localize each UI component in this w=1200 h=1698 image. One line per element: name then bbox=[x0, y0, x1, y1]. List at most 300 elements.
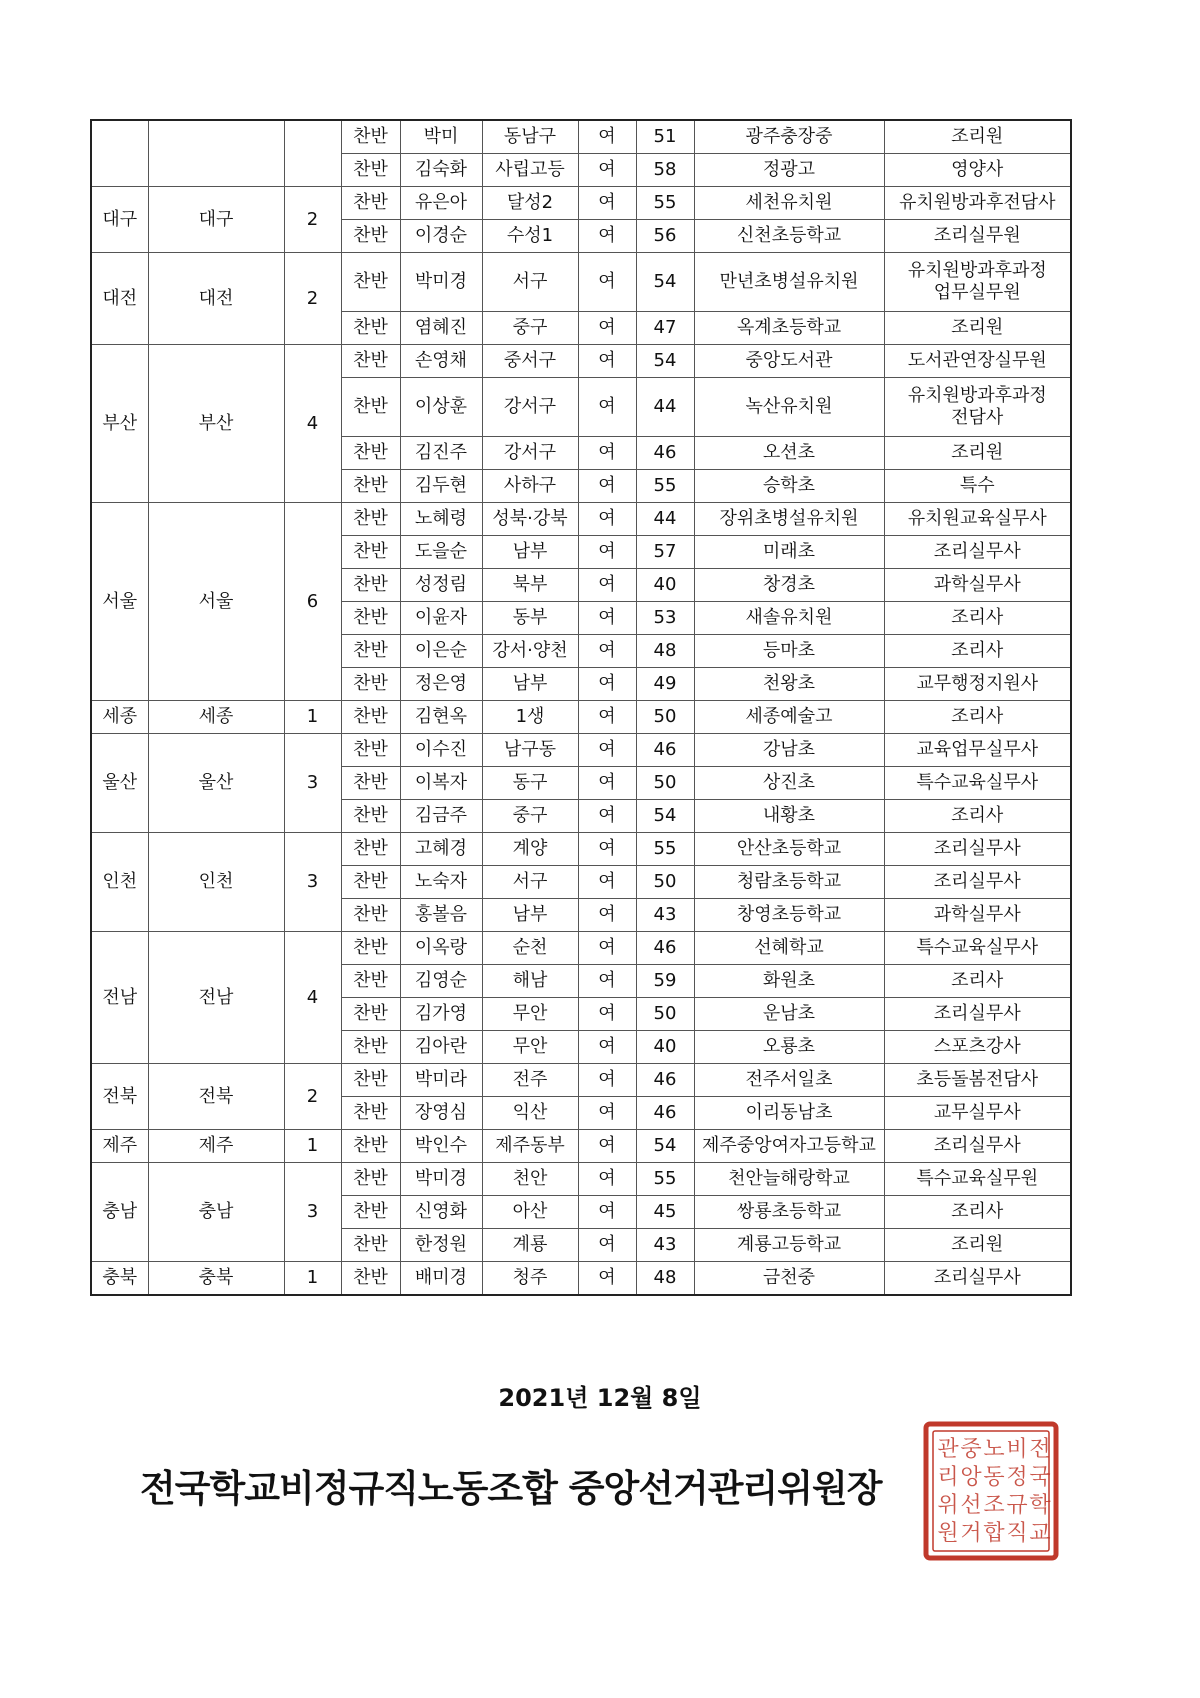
local-cell: 무안 bbox=[482, 998, 578, 1031]
school-cell: 중앙도서관 bbox=[694, 345, 884, 378]
job-cell bbox=[884, 187, 1071, 220]
type-cell: 찬반 bbox=[341, 1031, 400, 1064]
seal-glyph: 학 bbox=[1029, 1493, 1051, 1518]
local-cell: 동부 bbox=[482, 602, 578, 635]
local-cell: 제주동부 bbox=[482, 1130, 578, 1163]
table-row bbox=[91, 253, 1071, 312]
job-cell bbox=[884, 701, 1071, 734]
name-cell: 이상훈 bbox=[400, 378, 482, 437]
age-cell: 43 bbox=[636, 1229, 694, 1262]
seal-glyph: 원 bbox=[937, 1521, 959, 1546]
school-cell: 화원초 bbox=[694, 965, 884, 998]
local-cell: 청주 bbox=[482, 1262, 578, 1296]
gender-cell: 여 bbox=[578, 866, 636, 899]
local-cell: 아산 bbox=[482, 1196, 578, 1229]
job-cell bbox=[884, 1064, 1071, 1097]
table-row bbox=[91, 1262, 1071, 1296]
type-cell: 찬반 bbox=[341, 345, 400, 378]
job-cell bbox=[884, 965, 1071, 998]
school-cell: 새솔유치원 bbox=[694, 602, 884, 635]
school-cell: 안산초등학교 bbox=[694, 833, 884, 866]
age-cell: 57 bbox=[636, 536, 694, 569]
type-cell: 찬반 bbox=[341, 154, 400, 187]
branch-cell bbox=[148, 120, 284, 187]
job-cell bbox=[884, 602, 1071, 635]
region-cell: 울산 bbox=[91, 734, 148, 833]
job-line: 조리사 bbox=[951, 640, 1004, 661]
school-cell: 선혜학교 bbox=[694, 932, 884, 965]
name-cell: 김금주 bbox=[400, 800, 482, 833]
type-cell: 찬반 bbox=[341, 668, 400, 701]
count-cell: 3 bbox=[284, 734, 341, 833]
school-cell: 옥계초등학교 bbox=[694, 312, 884, 345]
local-cell: 강서구 bbox=[482, 437, 578, 470]
gender-cell: 여 bbox=[578, 569, 636, 602]
name-cell: 고혜경 bbox=[400, 833, 482, 866]
branch-cell: 세종 bbox=[148, 701, 284, 734]
job-line: 조리실무사 bbox=[933, 871, 1021, 892]
region-cell: 서울 bbox=[91, 503, 148, 701]
local-cell: 1생 bbox=[482, 701, 578, 734]
job-line: 특수교육실무사 bbox=[916, 772, 1039, 793]
job-line: 조리사 bbox=[951, 1201, 1004, 1222]
school-cell: 세천유치원 bbox=[694, 187, 884, 220]
school-cell: 오룡초 bbox=[694, 1031, 884, 1064]
job-line: 과학실무사 bbox=[933, 574, 1021, 595]
local-cell: 전주 bbox=[482, 1064, 578, 1097]
gender-cell: 여 bbox=[578, 668, 636, 701]
name-cell: 박미 bbox=[400, 120, 482, 154]
school-cell: 운남초 bbox=[694, 998, 884, 1031]
job-line: 조리실무원 bbox=[933, 225, 1021, 246]
school-cell: 이리동남초 bbox=[694, 1097, 884, 1130]
region-cell: 제주 bbox=[91, 1130, 148, 1163]
name-cell: 이수진 bbox=[400, 734, 482, 767]
local-cell: 계양 bbox=[482, 833, 578, 866]
job-line: 과학실무사 bbox=[933, 904, 1021, 925]
name-cell: 이윤자 bbox=[400, 602, 482, 635]
job-cell bbox=[884, 932, 1071, 965]
name-cell: 김아란 bbox=[400, 1031, 482, 1064]
job-line: 초등돌봄전담사 bbox=[916, 1069, 1039, 1090]
age-cell: 50 bbox=[636, 701, 694, 734]
job-line: 도서관연장실무원 bbox=[907, 350, 1047, 371]
age-cell: 47 bbox=[636, 312, 694, 345]
gender-cell: 여 bbox=[578, 899, 636, 932]
type-cell: 찬반 bbox=[341, 1130, 400, 1163]
type-cell: 찬반 bbox=[341, 701, 400, 734]
job-line: 조리실무사 bbox=[933, 1135, 1021, 1156]
school-cell: 쌍룡초등학교 bbox=[694, 1196, 884, 1229]
job-cell bbox=[884, 1262, 1071, 1296]
local-cell: 남부 bbox=[482, 899, 578, 932]
name-cell: 김현옥 bbox=[400, 701, 482, 734]
local-cell: 사하구 bbox=[482, 470, 578, 503]
seal-glyph: 규 bbox=[1006, 1493, 1028, 1518]
local-cell: 북부 bbox=[482, 569, 578, 602]
count-cell: 1 bbox=[284, 701, 341, 734]
seal-glyph: 정 bbox=[1006, 1465, 1028, 1490]
region-cell: 인천 bbox=[91, 833, 148, 932]
document-date: 2021년 12월 8일 bbox=[498, 1384, 702, 1412]
seal-glyph: 거 bbox=[960, 1521, 982, 1546]
type-cell: 찬반 bbox=[341, 437, 400, 470]
seal-glyph: 선 bbox=[960, 1493, 982, 1518]
gender-cell: 여 bbox=[578, 503, 636, 536]
age-cell: 55 bbox=[636, 470, 694, 503]
name-cell: 손영채 bbox=[400, 345, 482, 378]
type-cell: 찬반 bbox=[341, 536, 400, 569]
seal-glyph: 국 bbox=[1029, 1465, 1051, 1490]
job-line: 교육업무실무사 bbox=[916, 739, 1039, 760]
gender-cell: 여 bbox=[578, 1196, 636, 1229]
age-cell: 44 bbox=[636, 503, 694, 536]
branch-cell: 대전 bbox=[148, 253, 284, 345]
type-cell: 찬반 bbox=[341, 1163, 400, 1196]
age-cell: 55 bbox=[636, 833, 694, 866]
job-cell bbox=[884, 220, 1071, 253]
type-cell: 찬반 bbox=[341, 800, 400, 833]
seal-glyph: 중 bbox=[960, 1437, 982, 1462]
age-cell: 48 bbox=[636, 1262, 694, 1296]
job-cell bbox=[884, 899, 1071, 932]
local-cell: 달성2 bbox=[482, 187, 578, 220]
type-cell: 찬반 bbox=[341, 312, 400, 345]
count-cell: 2 bbox=[284, 187, 341, 253]
gender-cell: 여 bbox=[578, 536, 636, 569]
name-cell: 노혜령 bbox=[400, 503, 482, 536]
type-cell: 찬반 bbox=[341, 866, 400, 899]
type-cell: 찬반 bbox=[341, 1229, 400, 1262]
branch-cell: 제주 bbox=[148, 1130, 284, 1163]
age-cell: 51 bbox=[636, 120, 694, 154]
local-cell: 익산 bbox=[482, 1097, 578, 1130]
seal-glyph: 교 bbox=[1029, 1521, 1051, 1546]
name-cell: 홍볼음 bbox=[400, 899, 482, 932]
count-cell: 6 bbox=[284, 503, 341, 701]
school-cell: 천안늘해랑학교 bbox=[694, 1163, 884, 1196]
age-cell: 55 bbox=[636, 187, 694, 220]
job-cell bbox=[884, 1229, 1071, 1262]
gender-cell: 여 bbox=[578, 437, 636, 470]
seal-glyph: 관 bbox=[937, 1437, 959, 1462]
job-line: 조리실무사 bbox=[933, 541, 1021, 562]
table-row bbox=[91, 932, 1071, 965]
age-cell: 53 bbox=[636, 602, 694, 635]
job-line: 특수교육실무원 bbox=[916, 1168, 1039, 1189]
local-cell: 강서구 bbox=[482, 378, 578, 437]
job-cell bbox=[884, 998, 1071, 1031]
job-line: 업무실무원 bbox=[933, 282, 1021, 303]
job-line: 유치원방과후과정 bbox=[907, 260, 1047, 281]
name-cell: 김두현 bbox=[400, 470, 482, 503]
job-cell bbox=[884, 1031, 1071, 1064]
gender-cell: 여 bbox=[578, 470, 636, 503]
name-cell: 이옥랑 bbox=[400, 932, 482, 965]
job-cell bbox=[884, 536, 1071, 569]
age-cell: 50 bbox=[636, 866, 694, 899]
gender-cell: 여 bbox=[578, 767, 636, 800]
job-cell bbox=[884, 253, 1071, 312]
type-cell: 찬반 bbox=[341, 503, 400, 536]
age-cell: 58 bbox=[636, 154, 694, 187]
local-cell: 순천 bbox=[482, 932, 578, 965]
job-cell bbox=[884, 437, 1071, 470]
age-cell: 55 bbox=[636, 1163, 694, 1196]
name-cell: 노숙자 bbox=[400, 866, 482, 899]
gender-cell: 여 bbox=[578, 120, 636, 154]
school-cell: 광주충장중 bbox=[694, 120, 884, 154]
name-cell: 이복자 bbox=[400, 767, 482, 800]
gender-cell: 여 bbox=[578, 800, 636, 833]
table-row bbox=[91, 1163, 1071, 1196]
job-line: 유치원방과후과정 bbox=[907, 385, 1047, 406]
count-cell: 2 bbox=[284, 1064, 341, 1130]
job-line: 유치원교육실무사 bbox=[907, 508, 1047, 529]
count-cell: 3 bbox=[284, 833, 341, 932]
branch-cell: 충북 bbox=[148, 1262, 284, 1296]
count-cell: 2 bbox=[284, 253, 341, 345]
school-cell: 승학초 bbox=[694, 470, 884, 503]
job-line: 조리원 bbox=[951, 442, 1004, 463]
region-cell bbox=[91, 120, 148, 187]
name-cell: 박미경 bbox=[400, 1163, 482, 1196]
local-cell: 천안 bbox=[482, 1163, 578, 1196]
type-cell: 찬반 bbox=[341, 470, 400, 503]
table-row bbox=[91, 187, 1071, 220]
school-cell: 계룡고등학교 bbox=[694, 1229, 884, 1262]
age-cell: 45 bbox=[636, 1196, 694, 1229]
name-cell: 성정림 bbox=[400, 569, 482, 602]
gender-cell: 여 bbox=[578, 1262, 636, 1296]
job-cell bbox=[884, 503, 1071, 536]
seal-glyph: 리 bbox=[937, 1465, 959, 1490]
gender-cell: 여 bbox=[578, 220, 636, 253]
name-cell: 김진주 bbox=[400, 437, 482, 470]
count-cell: 1 bbox=[284, 1262, 341, 1296]
school-cell: 정광고 bbox=[694, 154, 884, 187]
job-cell bbox=[884, 800, 1071, 833]
type-cell: 찬반 bbox=[341, 767, 400, 800]
table-row bbox=[91, 1130, 1071, 1163]
seal-glyph: 앙 bbox=[960, 1465, 982, 1490]
count-cell: 4 bbox=[284, 932, 341, 1064]
gender-cell: 여 bbox=[578, 312, 636, 345]
age-cell: 59 bbox=[636, 965, 694, 998]
name-cell: 배미경 bbox=[400, 1262, 482, 1296]
gender-cell: 여 bbox=[578, 1031, 636, 1064]
job-line: 교무행정지원사 bbox=[916, 673, 1039, 694]
local-cell: 수성1 bbox=[482, 220, 578, 253]
job-cell bbox=[884, 569, 1071, 602]
branch-cell: 서울 bbox=[148, 503, 284, 701]
age-cell: 46 bbox=[636, 932, 694, 965]
gender-cell: 여 bbox=[578, 701, 636, 734]
branch-cell: 충남 bbox=[148, 1163, 284, 1262]
seal-glyph: 비 bbox=[1006, 1437, 1028, 1462]
type-cell: 찬반 bbox=[341, 1097, 400, 1130]
gender-cell: 여 bbox=[578, 253, 636, 312]
official-seal-stamp bbox=[922, 1420, 1060, 1562]
job-cell bbox=[884, 866, 1071, 899]
region-cell: 충남 bbox=[91, 1163, 148, 1262]
job-line: 조리실무사 bbox=[933, 1003, 1021, 1024]
age-cell: 50 bbox=[636, 767, 694, 800]
job-cell bbox=[884, 668, 1071, 701]
gender-cell: 여 bbox=[578, 1163, 636, 1196]
job-line: 유치원방과후전담사 bbox=[899, 192, 1056, 213]
job-line: 조리실무사 bbox=[933, 1267, 1021, 1288]
job-line: 조리사 bbox=[951, 706, 1004, 727]
local-cell: 중서구 bbox=[482, 345, 578, 378]
age-cell: 44 bbox=[636, 378, 694, 437]
type-cell: 찬반 bbox=[341, 602, 400, 635]
job-cell bbox=[884, 1196, 1071, 1229]
type-cell: 찬반 bbox=[341, 833, 400, 866]
job-line: 특수 bbox=[959, 475, 995, 496]
count-cell: 3 bbox=[284, 1163, 341, 1262]
name-cell: 정은영 bbox=[400, 668, 482, 701]
seal-glyph: 전 bbox=[1029, 1437, 1051, 1462]
age-cell: 43 bbox=[636, 899, 694, 932]
local-cell: 동남구 bbox=[482, 120, 578, 154]
school-cell: 청람초등학교 bbox=[694, 866, 884, 899]
gender-cell: 여 bbox=[578, 734, 636, 767]
gender-cell: 여 bbox=[578, 602, 636, 635]
name-cell: 유은아 bbox=[400, 187, 482, 220]
type-cell: 찬반 bbox=[341, 220, 400, 253]
school-cell: 미래초 bbox=[694, 536, 884, 569]
age-cell: 49 bbox=[636, 668, 694, 701]
region-cell: 대구 bbox=[91, 187, 148, 253]
branch-cell: 인천 bbox=[148, 833, 284, 932]
name-cell: 김가영 bbox=[400, 998, 482, 1031]
table-row bbox=[91, 503, 1071, 536]
local-cell: 성북·강북 bbox=[482, 503, 578, 536]
type-cell: 찬반 bbox=[341, 899, 400, 932]
count-cell: 1 bbox=[284, 1130, 341, 1163]
region-cell: 대전 bbox=[91, 253, 148, 345]
local-cell: 동구 bbox=[482, 767, 578, 800]
age-cell: 48 bbox=[636, 635, 694, 668]
type-cell: 찬반 bbox=[341, 120, 400, 154]
age-cell: 46 bbox=[636, 734, 694, 767]
gender-cell: 여 bbox=[578, 635, 636, 668]
local-cell: 해남 bbox=[482, 965, 578, 998]
job-line: 조리실무사 bbox=[933, 838, 1021, 859]
age-cell: 40 bbox=[636, 1031, 694, 1064]
name-cell: 김영순 bbox=[400, 965, 482, 998]
school-cell: 신천초등학교 bbox=[694, 220, 884, 253]
local-cell: 계룡 bbox=[482, 1229, 578, 1262]
type-cell: 찬반 bbox=[341, 1196, 400, 1229]
school-cell: 장위초병설유치원 bbox=[694, 503, 884, 536]
type-cell: 찬반 bbox=[341, 635, 400, 668]
type-cell: 찬반 bbox=[341, 569, 400, 602]
gender-cell: 여 bbox=[578, 1097, 636, 1130]
job-cell bbox=[884, 378, 1071, 437]
region-cell: 세종 bbox=[91, 701, 148, 734]
school-cell: 만년초병설유치원 bbox=[694, 253, 884, 312]
age-cell: 40 bbox=[636, 569, 694, 602]
type-cell: 찬반 bbox=[341, 998, 400, 1031]
seal-glyph: 조 bbox=[983, 1493, 1005, 1518]
region-cell: 전남 bbox=[91, 932, 148, 1064]
name-cell: 김숙화 bbox=[400, 154, 482, 187]
age-cell: 54 bbox=[636, 253, 694, 312]
seal-glyph: 직 bbox=[1006, 1521, 1028, 1546]
job-cell bbox=[884, 470, 1071, 503]
local-cell: 남부 bbox=[482, 536, 578, 569]
job-cell bbox=[884, 1163, 1071, 1196]
school-cell: 강남초 bbox=[694, 734, 884, 767]
job-line: 전담사 bbox=[951, 407, 1004, 428]
job-line: 영양사 bbox=[951, 159, 1004, 180]
gender-cell: 여 bbox=[578, 932, 636, 965]
local-cell: 남구동 bbox=[482, 734, 578, 767]
type-cell: 찬반 bbox=[341, 253, 400, 312]
count-cell bbox=[284, 120, 341, 187]
type-cell: 찬반 bbox=[341, 378, 400, 437]
school-cell: 금천중 bbox=[694, 1262, 884, 1296]
school-cell: 등마초 bbox=[694, 635, 884, 668]
name-cell: 박인수 bbox=[400, 1130, 482, 1163]
name-cell: 도을순 bbox=[400, 536, 482, 569]
local-cell: 무안 bbox=[482, 1031, 578, 1064]
age-cell: 54 bbox=[636, 1130, 694, 1163]
local-cell: 서구 bbox=[482, 866, 578, 899]
local-cell: 사립고등 bbox=[482, 154, 578, 187]
table-row bbox=[91, 833, 1071, 866]
table-row bbox=[91, 120, 1071, 154]
gender-cell: 여 bbox=[578, 1130, 636, 1163]
age-cell: 56 bbox=[636, 220, 694, 253]
table-row bbox=[91, 1064, 1071, 1097]
region-cell: 부산 bbox=[91, 345, 148, 503]
gender-cell: 여 bbox=[578, 1064, 636, 1097]
school-cell: 오션초 bbox=[694, 437, 884, 470]
gender-cell: 여 bbox=[578, 833, 636, 866]
seal-glyph: 합 bbox=[983, 1521, 1005, 1546]
local-cell: 남부 bbox=[482, 668, 578, 701]
type-cell: 찬반 bbox=[341, 1262, 400, 1296]
signer-title: 전국학교비정규직노동조합 중앙선거관리위원장 bbox=[140, 1467, 882, 1510]
name-cell: 이은순 bbox=[400, 635, 482, 668]
job-line: 특수교육실무사 bbox=[916, 937, 1039, 958]
local-cell: 강서·양천 bbox=[482, 635, 578, 668]
gender-cell: 여 bbox=[578, 1229, 636, 1262]
gender-cell: 여 bbox=[578, 345, 636, 378]
school-cell: 천왕초 bbox=[694, 668, 884, 701]
job-line: 조리원 bbox=[951, 1234, 1004, 1255]
gender-cell: 여 bbox=[578, 187, 636, 220]
seal-glyph: 위 bbox=[937, 1493, 959, 1518]
name-cell: 한정원 bbox=[400, 1229, 482, 1262]
region-cell: 전북 bbox=[91, 1064, 148, 1130]
job-cell bbox=[884, 154, 1071, 187]
table-row bbox=[91, 701, 1071, 734]
seal-glyph: 노 bbox=[983, 1437, 1005, 1462]
branch-cell: 전북 bbox=[148, 1064, 284, 1130]
age-cell: 54 bbox=[636, 345, 694, 378]
branch-cell: 부산 bbox=[148, 345, 284, 503]
job-line: 조리원 bbox=[951, 126, 1004, 147]
name-cell: 장영심 bbox=[400, 1097, 482, 1130]
job-cell bbox=[884, 1097, 1071, 1130]
age-cell: 46 bbox=[636, 1097, 694, 1130]
type-cell: 찬반 bbox=[341, 734, 400, 767]
job-cell bbox=[884, 767, 1071, 800]
